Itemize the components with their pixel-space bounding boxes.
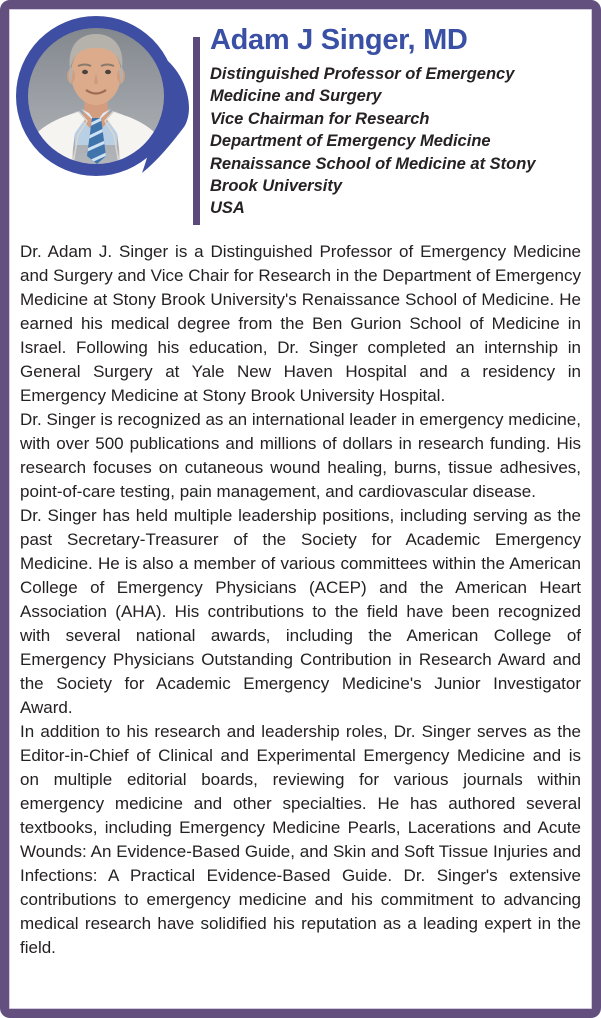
- bio-paragraph: Dr. Singer has held multiple leadership positions, including serving as the past Secretary-Treasurer of the Society for Academic Emergency Medicine. He is also a member of various committees within the American College of Emergency Physicians (ACEP) and the American Heart Association (AHA). His contributions to the field have been recognized with several national awards, including the American College of Emergency Physicians Outstanding Contribution in Research Award and the Society for Academic Emergency Medicine's Junior Investigator Award.: [20, 506, 581, 717]
- credential-line: Brook University: [210, 177, 343, 196]
- credential-line: Department of Emergency Medicine: [210, 132, 491, 151]
- credential-line: Distinguished Professor of Emergency: [210, 65, 515, 83]
- credential-line: USA: [210, 199, 245, 218]
- profile-name: Adam J Singer, MD: [210, 24, 468, 56]
- credential-line: Medicine and Surgery: [210, 87, 382, 106]
- credential-line: Vice Chairman for Research: [210, 109, 430, 128]
- vertical-divider: [193, 37, 200, 225]
- biography-section: [9, 232, 592, 960]
- portrait-photo: [15, 15, 205, 205]
- bio-paragraph: Dr. Adam J. Singer is a Distinguished Professor of Emergency Medicine and Surgery and Vice Chair for Research in the Department of Emergency Medicine at Stony Brook University's Renaissance School of Medicine. He earned his medical degree from the Ben Gurion School of Medicine in Israel. Following his education, Dr. Singer completed an internship in General Surgery at Yale New Haven Hospital and a residency in Emergency Medicine at Stony Brook University Hospital.: [20, 242, 581, 405]
- credential-line: Renaissance School of Medicine at Stony: [210, 154, 536, 173]
- profile-header: [9, 9, 592, 232]
- bio-paragraph: In addition to his research and leadership roles, Dr. Singer serves as the Editor-in-Chief of Clinical and Experimental Emergency Medicine and is on multiple editorial boards, reviewing for various journals within emergency medicine and other specialties. He has authored several textbooks, including Emergency Medicine Pearls, Lacerations and Acute Wounds: An Evidence-Based Guide, and Skin and Soft Tissue Injuries and Infections: A Practical Evidence-Based Guide. Dr. Singer's extensive contributions to emergency medicine and his commitment to advancing medical research have solidified his reputation as a leading expert in the field.: [20, 722, 581, 957]
- header-text: [210, 24, 584, 220]
- bio-paragraph: Dr. Singer is recognized as an international leader in emergency medicine, with over 500 publications and millions of dollars in research funding. His research focuses on cutaneous wound healing, burns, tissue adhesives, point-of-care testing, pain management, and cardiovascular disease.: [20, 410, 581, 501]
